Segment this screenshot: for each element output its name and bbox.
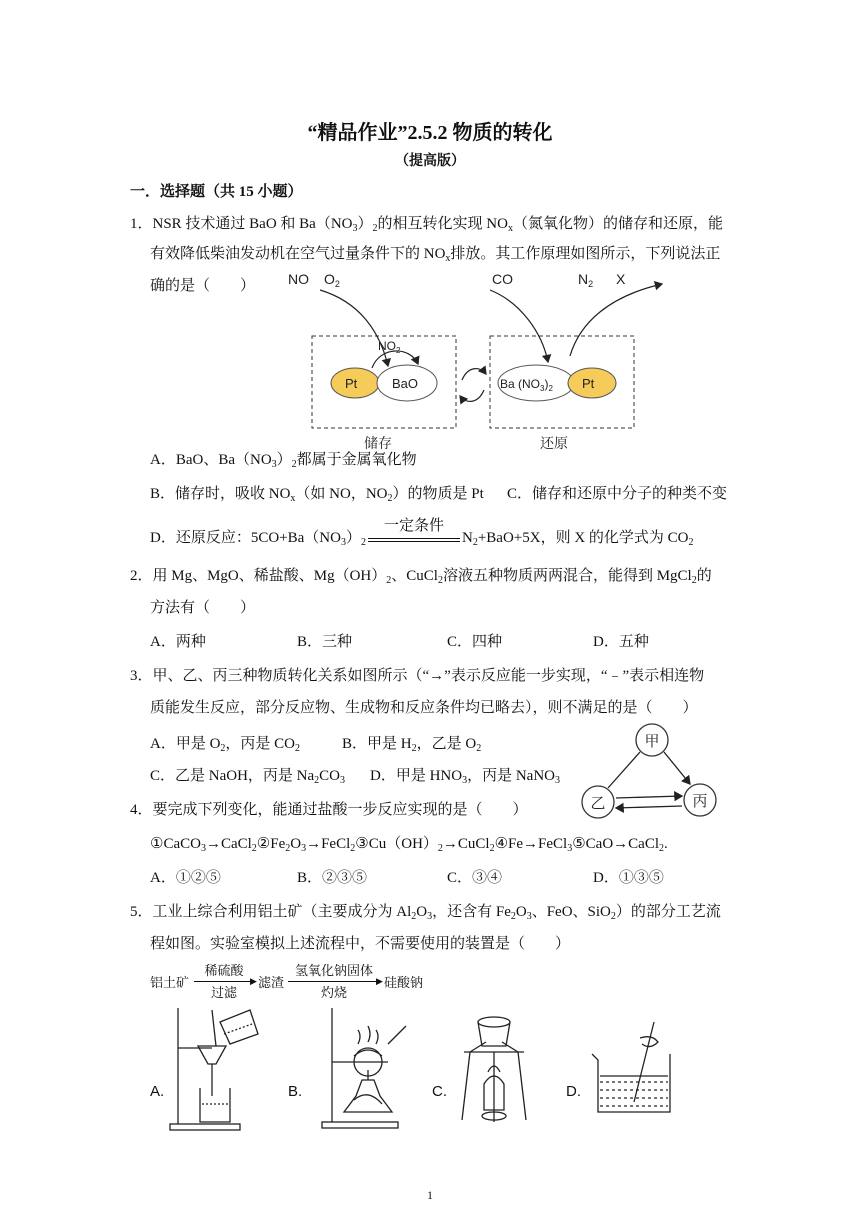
q5-line1: 5．工业上综合利用铝土矿（主要成分为 $Al_2O_3$，还含有 $Fe_2O_3$、FeO、SiO$_2$）的部分工艺流 (130, 904, 721, 922)
q3-option-d: D．甲是 $HNO_3$，丙是 NaNO$_3$ (370, 768, 560, 786)
flow-mid: 滤渣 (258, 975, 285, 990)
q5-option-c-label: C. (432, 1083, 447, 1100)
q3-line2: 质能发生反应，部分反应物、生成物和反应条件均已略去），则不满足的是（ ） (150, 700, 698, 716)
pt-label-store: Pt (345, 376, 358, 391)
flow-step1-top: 稀硫酸 (204, 963, 244, 978)
arrow-co-in (490, 290, 548, 362)
crucible-apparatus-image (456, 1012, 530, 1132)
q3-option-a: A．甲是 $O_2$，丙是 $CO_2$ (150, 736, 301, 754)
q1-option-a: A．BaO、$Ba(NO_3)_2$都属于金属氧化物 (150, 452, 417, 470)
q2-option-c: C．四种 (447, 634, 503, 650)
q1-line1: 1．NSR 技术通过 BaO 和 $Ba(NO_3)_2$的相互转化实现 $NO_x$（氮氧化物）的储存和还原，能 (130, 216, 723, 234)
label-x: X (616, 271, 626, 287)
label-o2: $O_2$ (324, 271, 340, 289)
arrow-cycle-bottom (460, 390, 484, 401)
q4-line1: 4．要完成下列变化，能通过盐酸一步反应实现的是（ ） (130, 802, 528, 818)
stirring-beaker-image (588, 1020, 678, 1116)
flow-start: 铝土矿 (150, 975, 190, 990)
q3-line1: 3．甲、乙、丙三种物质转化关系如图所示（“→”表示反应能一步实现，“﹣”表示相连物 (130, 668, 705, 684)
q4-line2: $①CaCO_3\to CaCl_2②Fe_2O_3\to FeCl_2③Cu(OH)_2\to CuCl_2④Fe\to FeCl_3⑤CaO\to CaCl_2$. (150, 836, 668, 854)
q5-option-a-label: A. (150, 1083, 165, 1100)
q1-option-c: C．储存和还原中分子的种类不变 (507, 486, 728, 502)
label-co: CO (492, 271, 513, 287)
arrow-input-store (320, 290, 388, 366)
svg-text:乙: 乙 (590, 794, 606, 812)
flow-step2-top: 氢氧化钠固体 (294, 963, 373, 978)
ba-no3-label: Ba $(NO_3)_2$ (500, 377, 553, 393)
heating-apparatus-image (318, 1004, 418, 1130)
page-number: 1 (427, 1188, 433, 1202)
q1-option-b: B．储存时，吸收 $NO_x$（如 NO，$NO_2$）的物质是 Pt (150, 486, 484, 504)
q3-triangle-diagram (576, 720, 726, 820)
label-no2: $NO_2$ (378, 339, 401, 355)
label-n2: $N_2$ (578, 271, 594, 289)
flow-arrowhead-1: ▶ (250, 976, 257, 986)
svg-text:甲: 甲 (644, 732, 660, 750)
q5-option-d-label: D. (566, 1083, 581, 1100)
link-jia-yi (608, 752, 640, 788)
q5-option-b-label: B. (288, 1083, 303, 1100)
label-no: NO (288, 271, 309, 287)
arrow-products-out (570, 284, 662, 356)
flow-step2-bottom: 灼烧 (320, 985, 347, 1000)
q3-option-c: C．乙是 NaOH，丙是 $Na_2CO_3$ (150, 768, 345, 786)
q4-option-c: C．③④ (447, 870, 503, 886)
label-store: 储存 (364, 435, 392, 451)
arrow-jia-bing (664, 752, 690, 784)
bao-label: BaO (392, 376, 419, 391)
flow-end: 硅酸钠 (384, 975, 424, 990)
q5-line2: 程如图。实验室模拟上述流程中，不需要使用的装置是（ ） (150, 936, 571, 952)
svg-text:丙: 丙 (692, 792, 708, 810)
label-reduce: 还原 (540, 435, 568, 451)
arrow-bing-yi (616, 806, 682, 808)
reaction-condition: 一定条件 (368, 530, 460, 542)
q1-nsr-diagram (280, 262, 680, 458)
arrow-cycle-top (462, 369, 486, 380)
section-heading: 一．选择题（共 15 小题） (130, 184, 303, 200)
q1-line2: 有效降低柴油发动机在空气过量条件下的 $NO_x$排放。其工作原理如图所示，下列说法正 (150, 246, 721, 264)
pt-label-reduce: Pt (582, 376, 595, 391)
q3-option-b: B．甲是 $H_2$，乙是 $O_2$ (342, 736, 482, 754)
q4-option-d: D．①③⑤ (593, 870, 664, 886)
q4-option-a: A．①②⑤ (150, 870, 221, 886)
q4-option-b: B．②③⑤ (297, 870, 368, 886)
q2-line2: 方法有（ ） (150, 600, 256, 616)
q2-option-a: A．两种 (150, 634, 206, 650)
q1-line3: 确的是（ ） (150, 278, 256, 294)
q1-option-d: D．还原反应：$5CO+Ba(NO_3)_2$ 一定条件 $N_2+BaO+5X$，则 X 的化学式为 $CO_2$ (150, 517, 694, 548)
flow-step1-bottom: 过滤 (210, 985, 237, 1000)
q2-line1: 2．用 Mg、MgO、稀盐酸、$Mg(OH)_2$、CuCl$_2$溶液五种物质两两混合，能得到 MgCl$_2$的 (130, 568, 712, 586)
q2-option-d: D．五种 (593, 634, 649, 650)
arrow-yi-bing (616, 796, 682, 798)
page-title: “精品作业”2.5.2 物质的转化 (307, 122, 553, 144)
filtration-apparatus-image (168, 1000, 260, 1132)
page-subtitle: （提高版） (395, 154, 465, 169)
q2-option-b: B．三种 (297, 634, 353, 650)
flow-arrowhead-2: ▶ (376, 976, 383, 986)
